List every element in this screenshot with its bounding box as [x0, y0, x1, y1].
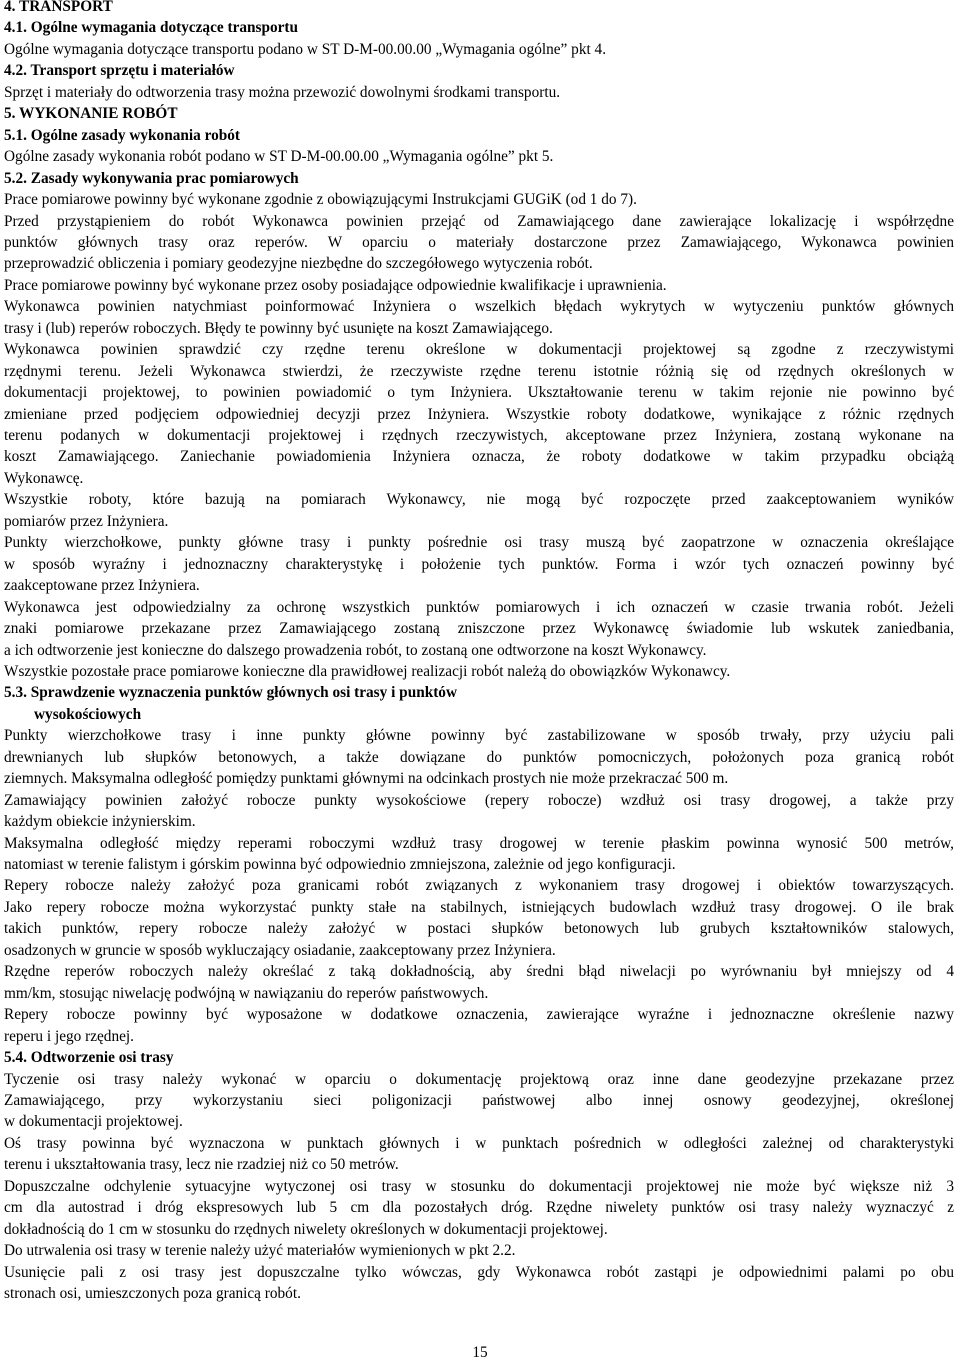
- section-heading: 5.4. Odtworzenie osi trasy: [4, 1049, 174, 1067]
- section-heading: 4.1. Ogólne wymagania dotyczące transportu: [4, 19, 299, 37]
- text-line: Wszystkie pozostałe prace pomiarowe konieczne dla prawidłowej realizacji robót należą do obowiązków Wykonawcy.: [4, 662, 731, 680]
- text-line: pomiarów przez Inżyniera.: [4, 512, 169, 530]
- text-line: punktów głównych trasy oraz reperów. W oparciu o materiały dostarczone przez Zamawiającego, Wykonawca powinien: [4, 233, 954, 251]
- section-heading: 5.2. Zasady wykonywania prac pomiarowych: [4, 169, 299, 187]
- text-line: stronach osi, umieszczonych poza granicą robót.: [4, 1285, 301, 1302]
- text-line: zaakceptowane przez Inżyniera.: [4, 577, 200, 595]
- section-heading: 5. WYKONANIE ROBÓT: [4, 105, 178, 123]
- text-line: Rzędne reperów roboczych należy określać z taką dokładnością, aby średni błąd niwelacji po wyrównaniu był mniejszy od 4: [4, 963, 954, 981]
- text-line: Jako repery robocze można wykorzystać punkty stałe na stabilnych, istniejących budowlach wzdłuż trasy drogowej. O ile brak: [4, 898, 954, 916]
- text-line: cm dla autostrad i dróg ekspresowych lub 5 cm dla pozostałych dróg. Rzędne niwelety punktów osi trasy należy wyznaczyć z: [4, 1199, 954, 1217]
- text-line: Oś trasy powinna być wyznaczona w punktach głównych i w punktach pośrednich w odległości zależnej od charakterystyki: [4, 1134, 954, 1152]
- text-line: takich punktów, repery robocze należy założyć w postaci słupków betonowych lub grubych kształtowników stalowych,: [4, 920, 954, 938]
- text-line: Sprzęt i materiały do odtworzenia trasy można przewozić dowolnymi środkami transportu.: [4, 83, 561, 101]
- text-line: Zamawiający powinien założyć robocze punkty wysokościowe (repery robocze) wzdłuż osi trasy drogowej, a także przy: [4, 791, 954, 809]
- text-line: dokładnością do 1 cm w stosunku do rzędnych niwelety określonych w dokumentacji projektowej.: [4, 1220, 608, 1238]
- text-line: znaki pomiarowe przekazane przez Zamawiającego zostaną zniszczone przez Wykonawcę świadomie lub wskutek zaniedbania,: [4, 620, 954, 638]
- text-line: Zamawiającego, przy wykorzystaniu sieci poligonizacji państwowej albo innej osnowy geodezyjnej, określonej: [4, 1091, 954, 1109]
- text-line: osadzonych w gruncie w sposób wykluczający osiadanie, zaakceptowany przez Inżyniera.: [4, 941, 556, 959]
- text-line: ziemnych. Maksymalna odległość pomiędzy punktami głównymi na odcinkach prostych nie może przekraczać 500 m.: [4, 770, 729, 788]
- text-line: drewnianych lub słupków betonowych, a także dowiązane do punktów pomocniczych, położonych poza granicą robót: [4, 748, 954, 766]
- text-line: mm/km, stosując niwelację podwójną w nawiązaniu do reperów państwowych.: [4, 984, 489, 1002]
- text-line: Wykonawca powinien natychmiast poinformować Inżyniera o wszelkich błędach wykrytych w wytyczeniu punktów głównych: [4, 298, 954, 316]
- page-number: 15: [472, 1344, 488, 1361]
- text-line: Ogólne wymagania dotyczące transportu podano w ST D-M-00.00.00 „Wymagania ogólne” pkt 4.: [4, 40, 607, 58]
- text-line: Repery robocze powinny być wyposażone w dodatkowe oznaczenia, zawierające wyraźne i jednoznaczne określenie nazwy: [4, 1006, 954, 1024]
- text-line: przeprowadzić obliczenia i pomiary geodezyjne niezbędne do szczegółowego wytyczenia robót.: [4, 255, 593, 273]
- text-line: reperu i jego rzędnej.: [4, 1027, 134, 1045]
- text-line: trasy i (lub) reperów roboczych. Błędy te powinny być usunięte na koszt Zamawiającego.: [4, 319, 553, 337]
- text-line: Wykonawcę.: [4, 469, 84, 487]
- text-line: Do utrwalenia osi trasy w terenie należy użyć materiałów wymienionych w pkt 2.2.: [4, 1242, 516, 1260]
- text-line: w dokumentacji projektowej.: [4, 1113, 183, 1131]
- section-heading: 5.3. Sprawdzenie wyznaczenia punktów głównych osi trasy i punktów: [4, 684, 458, 702]
- section-heading: 4. TRANSPORT: [4, 0, 113, 15]
- text-line: Punkty wierzchołkowe trasy i inne punkty główne powinny być zastabilizowane w sposób trwały, przy użyciu pali: [4, 727, 954, 745]
- text-line: każdym obiekcie inżynierskim.: [4, 813, 196, 831]
- section-heading: 4.2. Transport sprzętu i materiałów: [4, 62, 235, 80]
- text-line: Ogólne zasady wykonania robót podano w ST D-M-00.00.00 „Wymagania ogólne” pkt 5.: [4, 148, 554, 166]
- text-line: Przed przystąpieniem do robót Wykonawca powinien przejąć od Zamawiającego dane zawierające lokalizację i współrzędne: [4, 212, 954, 230]
- text-line: zmieniane przed podjęciem odpowiedniej decyzji przez Inżyniera. Wszystkie roboty dodatkowe, wynikające z różnic rzędnych: [4, 405, 954, 423]
- text-line: Usunięcie pali z osi trasy jest dopuszczalne tylko wówczas, gdy Wykonawca robót zastąpi je odpowiednimi palami po obu: [4, 1263, 954, 1281]
- text-line: koszt Zamawiającego. Zaniechanie powiadomienia Inżyniera oznacza, że roboty dodatkowe w takim przypadku obciążą: [4, 448, 954, 466]
- text-line: dokumentacji projektowej, to powinien powiadomić o tym Inżyniera. Ukształtowanie terenu w takim rejonie nie powinno być: [4, 384, 954, 402]
- text-line: Maksymalna odległość między reperami roboczymi wzdłuż trasy drogowej w terenie płaskim powinna wynosić 500 metrów,: [4, 834, 954, 852]
- text-line: a ich odtworzenie jest konieczne do dalszego prowadzenia robót, to zostaną one odtworzone na koszt Wykonawcy.: [4, 641, 707, 659]
- text-line: terenu i ukształtowania trasy, lecz nie rzadziej niż co 50 metrów.: [4, 1156, 399, 1174]
- section-heading: 5.1. Ogólne zasady wykonania robót: [4, 126, 241, 144]
- text-line: Punkty wierzchołkowe, punkty główne trasy i punkty pośrednie osi trasy muszą być zaopatrzone w oznaczenia określające: [4, 534, 954, 552]
- text-line: Wszystkie roboty, które bazują na pomiarach Wykonawcy, nie mogą być rozpoczęte przed zaakceptowaniem wyników: [4, 491, 954, 509]
- text-line: Wykonawca jest odpowiedzialny za ochronę wszystkich punktów pomiarowych i ich oznaczeń w czasie trwania robót. Jeżeli: [4, 598, 954, 616]
- text-line: rzędnymi terenu. Jeżeli Wykonawca stwierdzi, że rzeczywiste rzędne terenu istotnie różnią się od rzędnych określonych w: [4, 362, 954, 380]
- section-heading: wysokościowych: [34, 705, 142, 723]
- text-line: Repery robocze należy założyć poza granicami robót związanych z wykonaniem trasy drogowej i obiektów towarzyszących.: [4, 877, 954, 895]
- text-line: Tyczenie osi trasy należy wykonać w oparciu o dokumentację projektową oraz inne dane geodezyjne przekazane przez: [4, 1070, 954, 1088]
- text-line: terenu podanych w dokumentacji projektowej i rzędnych rzeczywistych, akceptowane przez Inżyniera, zostaną wykonane na: [4, 427, 954, 444]
- text-line: Prace pomiarowe powinny być wykonane zgodnie z obowiązującymi Instrukcjami GUGiK (od 1 do 7).: [4, 191, 637, 209]
- text-line: w sposób wyraźny i jednoznaczny charakterystykę i położenie tych punktów. Forma i wzór tych oznaczeń powinny być: [4, 555, 954, 573]
- text-line: natomiast w terenie falistym i górskim powinna być odpowiednio zmniejszona, zależnie od jego konfiguracji.: [4, 856, 676, 873]
- text-line: Prace pomiarowe powinny być wykonane przez osoby posiadające odpowiednie kwalifikacje i uprawnienia.: [4, 276, 667, 294]
- text-line: Wykonawca powinien sprawdzić czy rzędne terenu określone w dokumentacji projektowej są zgodne z rzeczywistymi: [4, 341, 954, 359]
- text-line: Dopuszczalne odchylenie sytuacyjne wytyczonej osi trasy w stosunku do dokumentacji projektowej nie może być większe niż 3: [4, 1177, 954, 1195]
